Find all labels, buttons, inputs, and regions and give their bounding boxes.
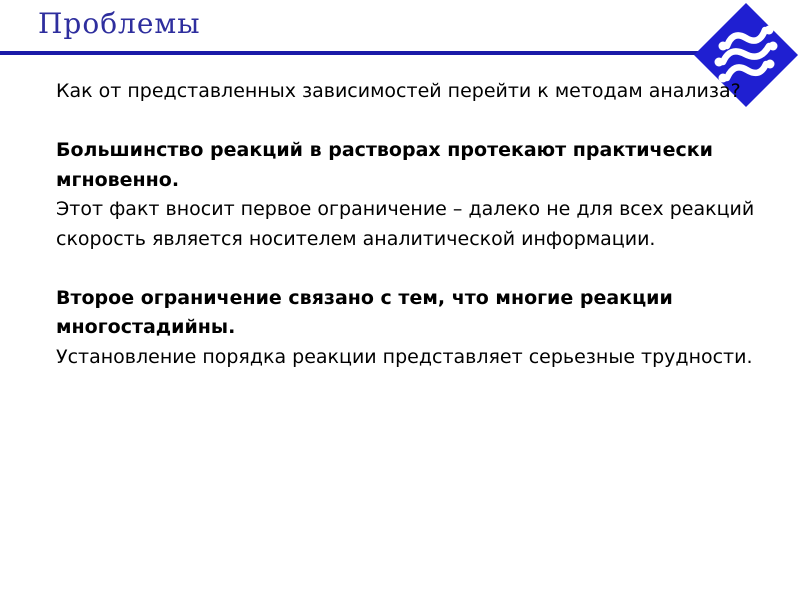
paragraph-gap	[56, 254, 786, 284]
title-underline	[0, 51, 705, 55]
paragraph-gap	[56, 107, 786, 137]
logo-waves	[723, 30, 769, 78]
slide-body	[56, 77, 786, 372]
fact2-heading: Второе ограничение связано с тем, что многие реакции многостадийны.	[56, 286, 673, 338]
fact1-text: Этот факт вносит первое ограничение – далеко не для всех реакций скорость является носителем аналитической информации.	[56, 198, 755, 250]
fact1-heading: Большинство реакций в растворах протекают практически мгновенно.	[56, 139, 713, 191]
fact2-text: Установление порядка реакции представляет серьезные трудности.	[56, 345, 753, 368]
question-paragraph: Как от представленных зависимостей перейти к методам анализа?	[56, 80, 741, 102]
slide-title: Проблемы	[38, 7, 201, 40]
